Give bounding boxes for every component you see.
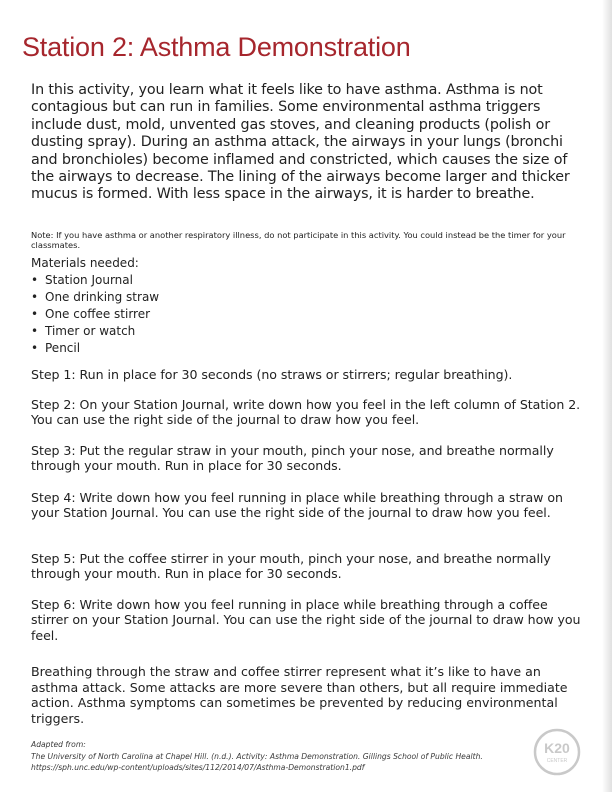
step-text: Put the regular straw in your mouth, pinch your nose, and breathe normally through your mouth. Run in place for 30 seconds. [31, 443, 554, 474]
step-label: Step 3: [31, 443, 76, 458]
materials-section [31, 255, 585, 357]
step-4 [31, 490, 585, 521]
list-item: • Timer or watch [31, 324, 136, 338]
step-label: Step 6: [31, 597, 76, 612]
bullet-icon: • [31, 307, 39, 321]
list-item: • Pencil [31, 341, 81, 355]
step-label: Step 4: [31, 490, 76, 505]
citation-url: https://sph.unc.edu/wp-content/uploads/sites/112/2014/07/Asthma-Demonstration1.pdf [31, 763, 365, 773]
bullet-icon: • [31, 273, 39, 287]
safety-note: Note: If you have asthma or another respiratory illness, do not participate in this activity. You could instead be the timer for your classmates. [31, 230, 566, 250]
bullet-icon: • [31, 324, 39, 338]
intro-paragraph: In this activity, you learn what it feels like to have asthma. Asthma is not contagious but can run in families. Some environmental asthma triggers include dust, mold, unvented gas stoves, and cleaning products (polish or dusting spray). During an asthma attack, the airways in your lungs (bronchi and bronchioles) become inflamed and constricted, which causes the size of the airways to decrease. The lining of the airways become larger and thicker mucus is formed. With less space in the airways, it is harder to breathe. [31, 82, 570, 203]
step-2 [31, 397, 585, 428]
citation-source: The University of North Carolina at Chapel Hill. (n.d.). Activity: Asthma Demonstration. Gillings School of Public Health. [31, 751, 483, 761]
materials-list [31, 272, 585, 357]
step-text: Write down how you feel running in place while breathing through a coffee stirrer on your Station Journal. You can use the right side of the journal to draw how you feel. [31, 597, 581, 643]
step-6 [31, 597, 585, 643]
closing-paragraph: Breathing through the straw and coffee stirrer represent what it’s like to have an asthma attack. Some attacks are more severe than others, but all require immediate action. Asthma symptoms can sometimes be prevented by reducing environmental triggers. [31, 664, 568, 726]
step-label: Step 2: [31, 397, 76, 412]
step-label: Step 1: [31, 367, 76, 382]
step-1 [31, 367, 585, 382]
step-text: Write down how you feel running in place while breathing through a straw on your Station Journal. You can use the right side of the journal to draw how you feel. [31, 490, 563, 521]
logo-text: K20 [544, 740, 570, 756]
step-label: Step 5: [31, 551, 76, 566]
bullet-icon: • [31, 290, 39, 304]
bullet-icon: • [31, 341, 39, 355]
page-edge-shadow [602, 0, 612, 792]
list-item: • One coffee stirrer [31, 307, 151, 321]
list-item: • Station Journal [31, 273, 133, 287]
citation-label: Adapted from: [31, 740, 86, 749]
k20-logo-icon [533, 728, 581, 776]
citation [31, 739, 531, 774]
page-title: Station 2: Asthma Demonstration [22, 32, 411, 62]
step-5 [31, 551, 585, 582]
step-text: On your Station Journal, write down how you feel in the left column of Station 2. You can use the right side of the journal to draw how you feel. [31, 397, 581, 428]
step-3 [31, 443, 585, 474]
materials-heading: Materials needed: [31, 256, 139, 270]
step-text: Put the coffee stirrer in your mouth, pinch your nose, and breathe normally through your mouth. Run in place for 30 seconds. [31, 551, 551, 582]
list-item: • One drinking straw [31, 290, 160, 304]
logo-subtext: CENTER [546, 758, 568, 764]
step-text: Run in place for 30 seconds (no straws or stirrers; regular breathing). [75, 367, 513, 382]
